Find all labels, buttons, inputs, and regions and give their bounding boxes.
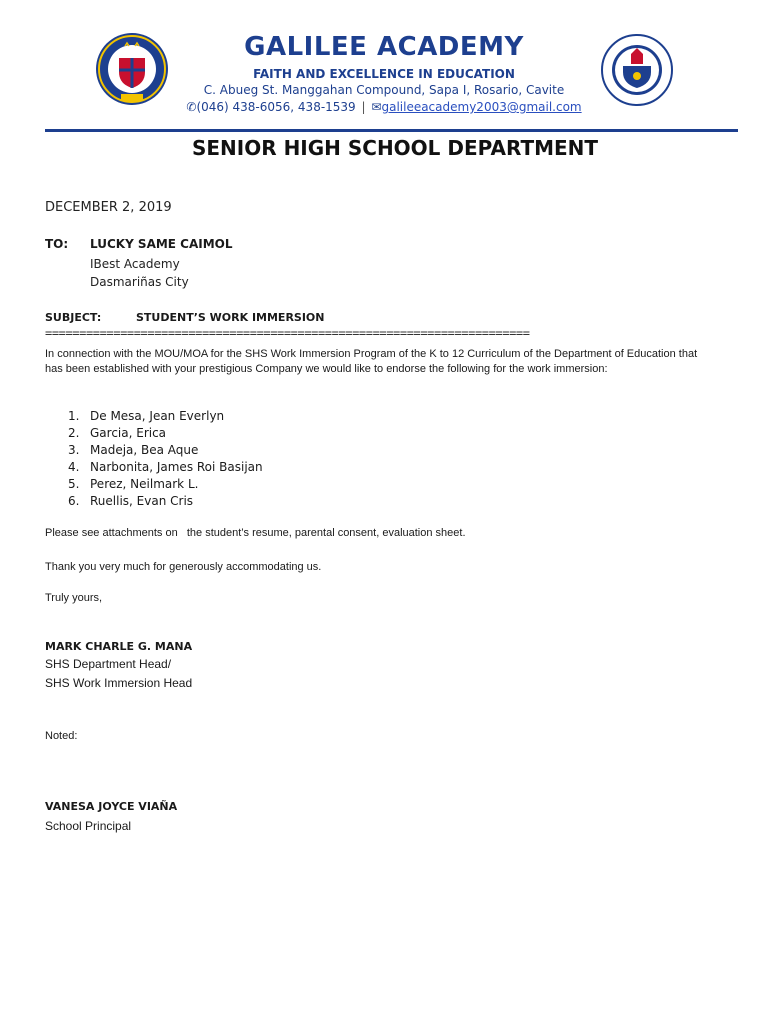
- recipient-name: LUCKY SAME CAIMOL: [90, 237, 233, 251]
- closing-line: Truly yours,: [45, 592, 103, 604]
- thanks-line: Thank you very much for generously accommodating us.: [45, 561, 322, 573]
- list-item: 2. Garcia, Erica: [68, 426, 167, 440]
- phone-icon: ✆: [186, 100, 197, 114]
- signatory-1-name: MARK CHARLE G. MANA: [45, 640, 193, 653]
- list-item: 5. Perez, Neilmark L.: [68, 477, 199, 491]
- recipient-city: Dasmariñas City: [90, 275, 189, 289]
- to-label: TO:: [45, 237, 69, 251]
- subject-label: SUBJECT:: [45, 311, 102, 324]
- school-email-link[interactable]: galileeacademy2003@gmail.com: [381, 100, 582, 114]
- separator-line: =======================================================================: [45, 326, 530, 340]
- letter-date: DECEMBER 2, 2019: [45, 200, 172, 215]
- body-paragraph: In connection with the MOU/MOA for the SHS Work Immersion Program of the K to 12 Curriculum of the Department of Education that has been established with your prestigious Company we would like to endorse the following for the work immersion:: [45, 348, 698, 375]
- department-title: SENIOR HIGH SCHOOL DEPARTMENT: [191, 136, 599, 160]
- list-item: 6. Ruellis, Evan Cris: [68, 494, 194, 508]
- list-item: 1. De Mesa, Jean Everlyn: [68, 409, 225, 423]
- signatory-2-title: School Principal: [45, 819, 132, 833]
- mail-icon: ✉: [371, 100, 382, 114]
- list-item: 4. Narbonita, James Roi Basijan: [68, 460, 263, 474]
- attachments-note: Please see attachments on the student’s resume, parental consent, evaluation sheet.: [45, 527, 466, 539]
- header-divider: [45, 129, 738, 132]
- student-list: [68, 408, 263, 510]
- school-name: GALILEE ACADEMY: [244, 32, 524, 62]
- subject-value: STUDENT’S WORK IMMERSION: [136, 311, 325, 324]
- recipient-organization: IBest Academy: [90, 257, 180, 271]
- noted-label: Noted:: [45, 730, 78, 742]
- signatory-1-title-2: SHS Work Immersion Head: [45, 676, 193, 690]
- list-item: 3. Madeja, Bea Aque: [68, 443, 199, 457]
- contact-separator: |: [361, 100, 366, 114]
- school-phone: (046) 438-6056, 438-1539: [196, 100, 356, 114]
- school-motto: FAITH AND EXCELLENCE IN EDUCATION: [253, 67, 515, 81]
- signatory-2-name: VANESA JOYCE VIAÑA: [45, 800, 178, 813]
- school-contact: [0, 100, 768, 114]
- school-address: C. Abueg St. Manggahan Compound, Sapa I, Rosario, Cavite: [203, 83, 565, 97]
- signatory-1-title-1: SHS Department Head/: [45, 657, 172, 671]
